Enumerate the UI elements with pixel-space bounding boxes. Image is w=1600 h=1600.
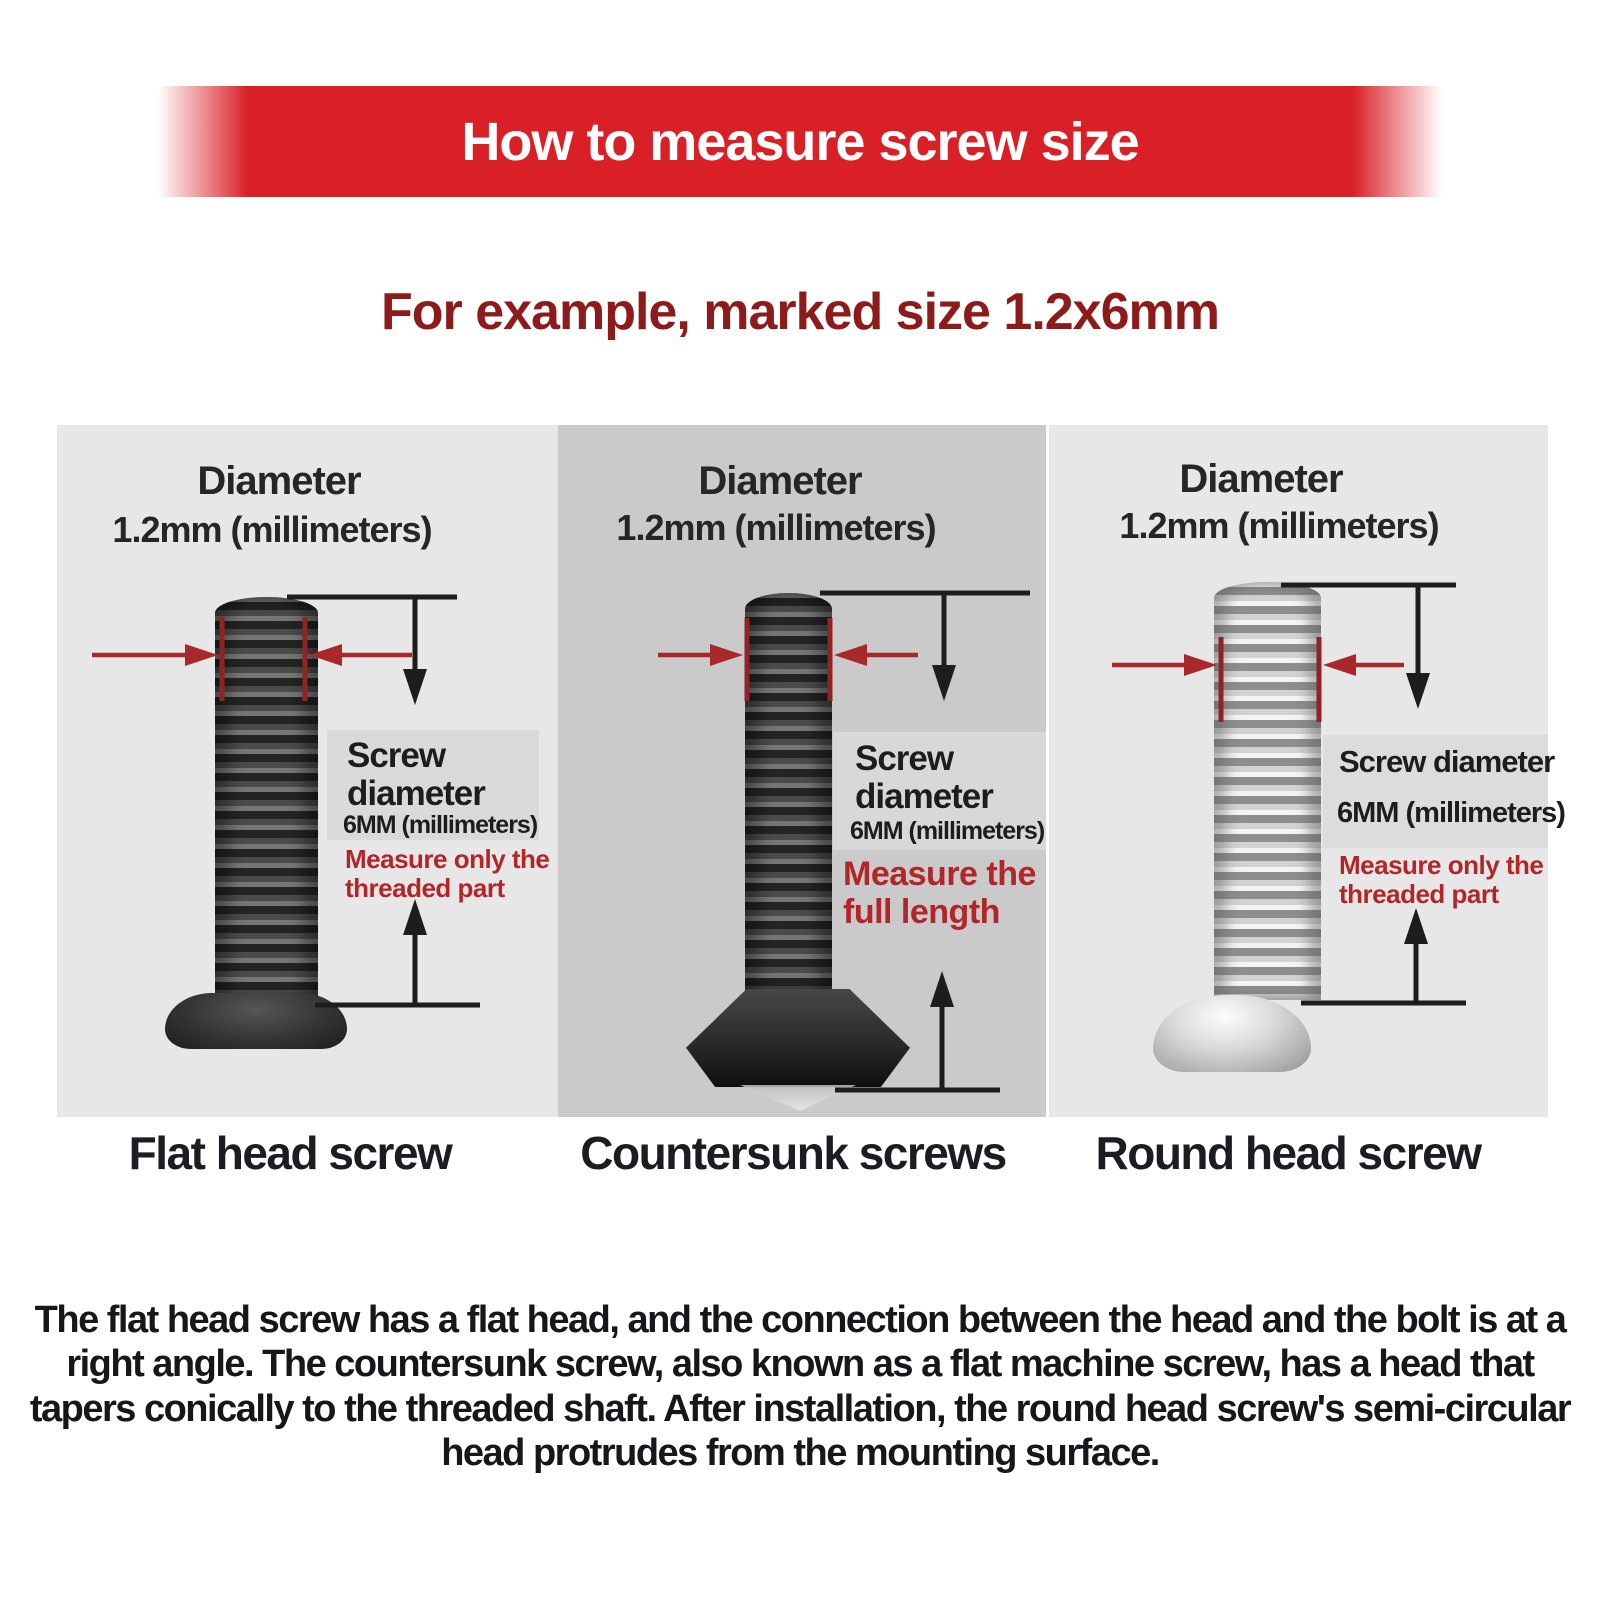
screw-diameter-title: Screw diameter <box>347 736 485 813</box>
screw-diameter-title: Screw diameter <box>1339 744 1555 779</box>
down-arrow-icon <box>403 669 427 705</box>
title-banner <box>158 86 1442 197</box>
up-arrow-icon <box>1404 908 1428 944</box>
right-point-arrow-icon <box>1184 654 1217 676</box>
diameter-value: 1.2mm (millimeters) <box>1119 505 1439 546</box>
example-subtitle: For example, marked size 1.2x6mm <box>380 283 1219 341</box>
diameter-title: Diameter <box>698 459 862 503</box>
label-flat-head-screw: Flat head screw <box>128 1127 452 1179</box>
right-point-arrow-icon <box>185 644 218 666</box>
right-point-arrow-icon <box>710 644 743 666</box>
left-point-arrow-icon <box>834 644 867 666</box>
diameter-value: 1.2mm (millimeters) <box>112 509 432 550</box>
down-arrow-icon <box>932 665 956 701</box>
description-paragraph: The flat head screw has a flat head, and the connection between the head and the bolt is at a right angle. The countersunk screw, also known as a flat machine screw, has a head that tapers conically to the threaded shaft. After installation, the round head screw's semi-circular head protrudes from the mounting surface. <box>29 1299 1571 1475</box>
panel-round-head-screw <box>1049 425 1565 1117</box>
left-point-arrow-icon <box>309 644 342 666</box>
panel-flat-head-screw <box>57 425 558 1117</box>
measure-note: Measure only the threaded part <box>1339 850 1544 910</box>
label-countersunk-screws: Countersunk screws <box>580 1127 1006 1179</box>
up-arrow-icon <box>403 899 427 935</box>
diameter-title: Diameter <box>1179 457 1343 501</box>
label-round-head-screw: Round head screw <box>1095 1127 1481 1179</box>
measure-note: Measure the full length <box>843 855 1036 932</box>
screw-diameter-title: Screw diameter <box>855 739 993 816</box>
up-arrow-icon <box>930 971 954 1007</box>
screw-diameter-value: 6MM (millimeters) <box>850 817 1045 845</box>
left-point-arrow-icon <box>1323 654 1356 676</box>
diameter-value: 1.2mm (millimeters) <box>616 507 936 548</box>
measure-note: Measure only the threaded part <box>345 844 550 904</box>
diameter-title: Diameter <box>197 459 361 503</box>
screw-diameter-value: 6MM (millimeters) <box>343 811 538 839</box>
panel-countersunk-screw <box>558 425 1046 1117</box>
page-title: How to measure screw size <box>461 111 1139 172</box>
screw-diameter-value: 6MM (millimeters) <box>1337 797 1565 829</box>
down-arrow-icon <box>1406 673 1430 709</box>
